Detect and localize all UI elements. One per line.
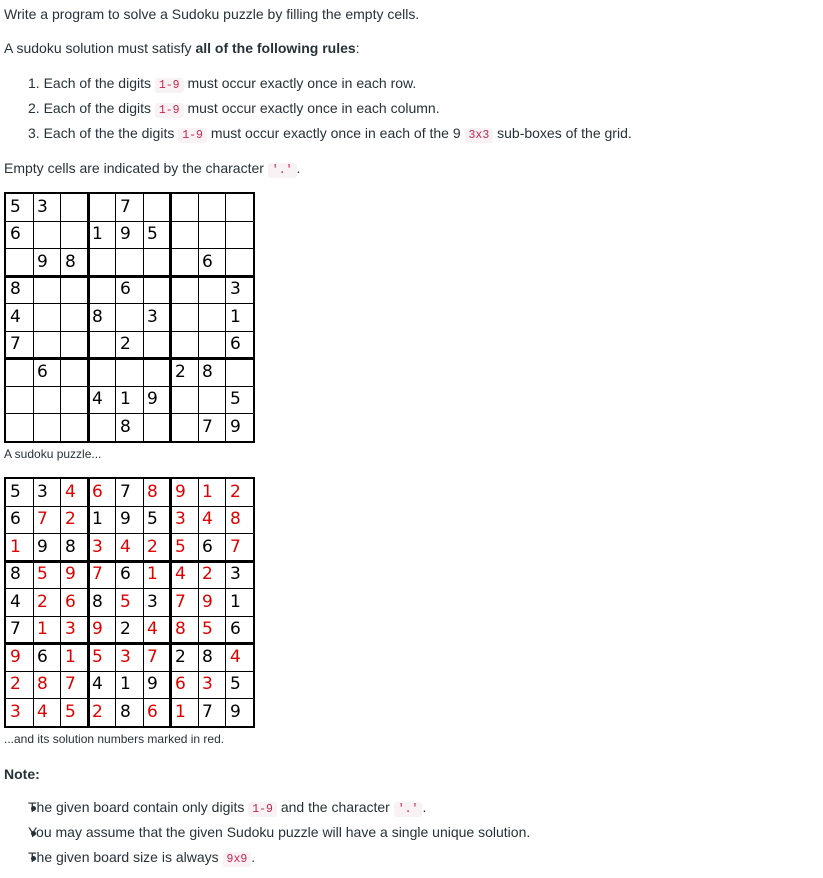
sudoku-cell: 9 [147, 389, 158, 409]
sudoku-cell: 5 [120, 592, 131, 612]
sudoku-cell: 6 [230, 619, 241, 639]
sudoku-cell: 5 [147, 224, 158, 244]
rule-number: 1. [28, 75, 40, 91]
rules-intro-bold: all of the following rules [195, 40, 356, 56]
rule-number: 3. [28, 125, 40, 141]
note-text-after-2: . [422, 799, 427, 815]
sudoku-cell: 9 [120, 509, 131, 529]
sudoku-cell: 1 [37, 619, 48, 639]
rule-item [28, 125, 632, 142]
sudoku-cell: 8 [147, 482, 158, 502]
rule-text-after-2: sub-boxes of the grid. [493, 125, 632, 141]
sudoku-cell: 5 [92, 647, 103, 667]
grid-line [6, 303, 253, 304]
sudoku-cell: 1 [120, 389, 131, 409]
empty-note-before: Empty cells are indicated by the character [4, 160, 268, 176]
sudoku-cell: 1 [120, 674, 131, 694]
note-text-before: The given board contain only digits [28, 799, 249, 815]
sudoku-cell: 5 [175, 537, 186, 557]
rule-text-before: Each of the digits [43, 75, 155, 91]
sudoku-cell: 5 [230, 674, 241, 694]
rule-code: 1-9 [155, 78, 184, 93]
sudoku-cell: 1 [147, 564, 158, 584]
note-code: 1-9 [248, 802, 277, 817]
sudoku-cell: 8 [120, 417, 131, 437]
sudoku-cell: 7 [147, 647, 158, 667]
sudoku-cell: 5 [202, 619, 213, 639]
sudoku-cell: 7 [92, 564, 103, 584]
sudoku-cell: 6 [37, 362, 48, 382]
note-item [28, 849, 255, 866]
sudoku-cell: 5 [10, 482, 21, 502]
sudoku-cell: 3 [10, 702, 21, 722]
sudoku-cell: 6 [10, 509, 21, 529]
sudoku-cell: 6 [120, 279, 131, 299]
sudoku-puzzle-grid [4, 192, 255, 443]
sudoku-cell: 2 [65, 509, 76, 529]
sudoku-cell: 4 [230, 647, 241, 667]
sudoku-cell: 6 [10, 224, 21, 244]
empty-cell-note [4, 160, 300, 177]
sudoku-cell: 8 [92, 307, 103, 327]
grid-line [33, 194, 34, 441]
sudoku-cell: 9 [230, 417, 241, 437]
sudoku-cell: 2 [120, 334, 131, 354]
sudoku-cell: 1 [230, 592, 241, 612]
rules-intro-suffix: : [355, 40, 360, 56]
sudoku-cell: 9 [10, 647, 21, 667]
sudoku-cell: 9 [37, 537, 48, 557]
sudoku-cell: 2 [175, 647, 186, 667]
note-item [28, 799, 426, 816]
sudoku-cell: 3 [230, 279, 241, 299]
sudoku-cell: 5 [10, 197, 21, 217]
sudoku-cell: 9 [65, 564, 76, 584]
sudoku-cell: 8 [92, 592, 103, 612]
sudoku-cell: 8 [202, 647, 213, 667]
note-heading: Note: [4, 766, 40, 782]
sudoku-cell: 3 [65, 619, 76, 639]
intro-text: Write a program to solve a Sudoku puzzle by filling the empty cells. [4, 6, 420, 22]
sudoku-cell: 8 [120, 702, 131, 722]
note-code-2: '.' [394, 802, 423, 817]
sudoku-cell: 1 [92, 224, 103, 244]
sudoku-cell: 7 [175, 592, 186, 612]
rules-intro-prefix: A sudoku solution must satisfy [4, 40, 196, 56]
sudoku-cell: 8 [10, 564, 21, 584]
rule-code: 1-9 [178, 128, 207, 143]
rule-text-after: must occur exactly once in each row. [183, 75, 417, 91]
sudoku-cell: 5 [230, 389, 241, 409]
sudoku-cell: 5 [65, 702, 76, 722]
sudoku-cell: 4 [120, 537, 131, 557]
rule-code: 1-9 [155, 103, 184, 118]
sudoku-cell: 9 [147, 674, 158, 694]
sudoku-cell: 7 [10, 619, 21, 639]
sudoku-cell: 3 [230, 564, 241, 584]
empty-note-code: '.' [268, 163, 297, 178]
sudoku-cell: 2 [37, 592, 48, 612]
sudoku-cell: 1 [202, 482, 213, 502]
sudoku-cell: 8 [37, 674, 48, 694]
empty-note-after: . [296, 160, 301, 176]
sudoku-cell: 8 [202, 362, 213, 382]
rule-text-before: Each of the the digits [43, 125, 179, 141]
sudoku-cell: 1 [175, 702, 186, 722]
puzzle-caption: A sudoku puzzle... [4, 447, 102, 461]
sudoku-cell: 3 [147, 307, 158, 327]
sudoku-cell: 4 [202, 509, 213, 529]
note-text-before: You may assume that the given Sudoku puzzle will have a single unique solution. [28, 824, 531, 840]
sudoku-cell: 6 [65, 592, 76, 612]
sudoku-cell: 7 [202, 702, 213, 722]
sudoku-cell: 4 [65, 482, 76, 502]
sudoku-cell: 2 [202, 564, 213, 584]
sudoku-cell: 7 [120, 482, 131, 502]
sudoku-cell: 3 [120, 647, 131, 667]
sudoku-cell: 6 [202, 252, 213, 272]
sudoku-cell: 3 [37, 482, 48, 502]
sudoku-cell: 6 [175, 674, 186, 694]
rule-item [28, 75, 416, 92]
rules-intro [4, 40, 360, 56]
grid-line [198, 194, 199, 441]
sudoku-cell: 8 [175, 619, 186, 639]
sudoku-cell: 2 [10, 674, 21, 694]
sudoku-cell: 6 [147, 702, 158, 722]
note-text-after: and the character [276, 799, 394, 815]
sudoku-cell: 7 [37, 509, 48, 529]
sudoku-cell: 4 [10, 592, 21, 612]
sudoku-cell: 1 [65, 647, 76, 667]
note-item [28, 824, 530, 840]
sudoku-cell: 4 [92, 389, 103, 409]
sudoku-cell: 4 [37, 702, 48, 722]
note-code: 9x9 [223, 852, 252, 867]
sudoku-cell: 2 [120, 619, 131, 639]
note-text-after: . [251, 849, 256, 865]
note-text-before: The given board size is always [28, 849, 223, 865]
sudoku-cell: 6 [230, 334, 241, 354]
sudoku-cell: 3 [202, 674, 213, 694]
sudoku-cell: 2 [92, 702, 103, 722]
rule-item [28, 100, 440, 117]
sudoku-cell: 8 [10, 279, 21, 299]
sudoku-cell: 1 [10, 537, 21, 557]
sudoku-cell: 7 [10, 334, 21, 354]
sudoku-solution-grid [4, 477, 255, 728]
sudoku-cell: 7 [120, 197, 131, 217]
sudoku-cell: 9 [37, 252, 48, 272]
rule-text-after: must occur exactly once in each column. [183, 100, 440, 116]
sudoku-cell: 9 [230, 702, 241, 722]
sudoku-cell: 9 [92, 619, 103, 639]
sudoku-cell: 4 [147, 619, 158, 639]
sudoku-cell: 8 [65, 537, 76, 557]
sudoku-cell: 8 [230, 509, 241, 529]
sudoku-cell: 9 [202, 592, 213, 612]
sudoku-cell: 4 [92, 674, 103, 694]
sudoku-cell: 6 [92, 482, 103, 502]
solution-caption: ...and its solution numbers marked in red. [4, 732, 225, 746]
rule-text-before: Each of the digits [43, 100, 155, 116]
sudoku-cell: 4 [10, 307, 21, 327]
sudoku-cell: 3 [92, 537, 103, 557]
sudoku-cell: 7 [230, 537, 241, 557]
sudoku-cell: 1 [92, 509, 103, 529]
sudoku-cell: 3 [147, 592, 158, 612]
sudoku-cell: 2 [230, 482, 241, 502]
sudoku-cell: 5 [147, 509, 158, 529]
rule-text-after: must occur exactly once in each of the 9 [206, 125, 465, 141]
rule-number: 2. [28, 100, 40, 116]
sudoku-cell: 5 [37, 564, 48, 584]
sudoku-cell: 7 [202, 417, 213, 437]
sudoku-cell: 9 [175, 482, 186, 502]
sudoku-cell: 2 [147, 537, 158, 557]
sudoku-cell: 3 [175, 509, 186, 529]
sudoku-cell: 6 [202, 537, 213, 557]
sudoku-cell: 6 [37, 647, 48, 667]
sudoku-cell: 7 [65, 674, 76, 694]
sudoku-cell: 3 [37, 197, 48, 217]
sudoku-cell: 6 [120, 564, 131, 584]
sudoku-cell: 2 [175, 362, 186, 382]
grid-line [60, 194, 61, 441]
sudoku-cell: 1 [230, 307, 241, 327]
sudoku-cell: 4 [175, 564, 186, 584]
rule-code-2: 3x3 [465, 128, 494, 143]
sudoku-cell: 8 [65, 252, 76, 272]
sudoku-cell: 9 [120, 224, 131, 244]
